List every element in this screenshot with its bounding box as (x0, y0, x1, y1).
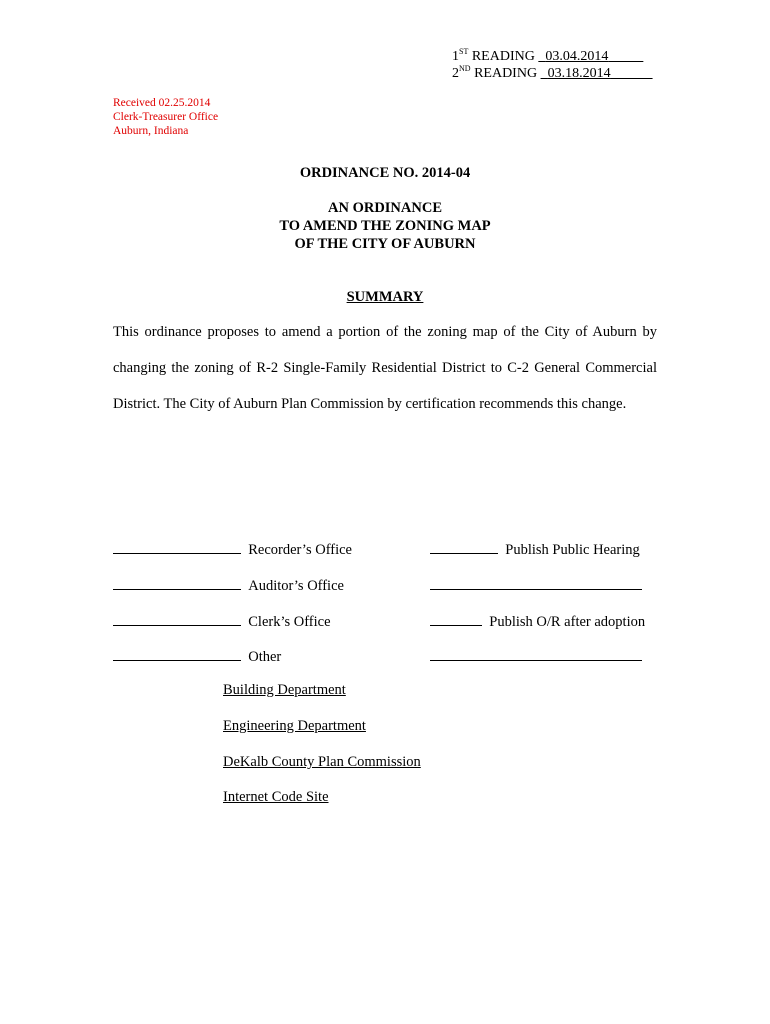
signature-blank (113, 539, 241, 554)
first-reading-date: 03.04.2014 (545, 49, 609, 64)
signature-blank (430, 646, 642, 661)
ordinance-title-line-2: TO AMEND THE ZONING MAP (279, 218, 491, 234)
second-reading-number: 2 (452, 66, 459, 81)
signature-blank (113, 611, 241, 626)
checklist-left-row (113, 646, 281, 666)
checklist-left-label: Other (248, 649, 282, 665)
distribution-item-building-department: Building Department (223, 682, 346, 698)
ordinance-number: ORDINANCE NO. 2014-04 (299, 165, 471, 181)
first-reading-label: READING (471, 49, 535, 64)
first-reading-number: 1 (452, 49, 459, 64)
distribution-item-engineering-department: Engineering Department (223, 718, 366, 734)
checklist-right-label: Publish Public Hearing (505, 542, 640, 558)
checklist-left-label: Clerk’s Office (248, 614, 331, 630)
received-stamp (113, 96, 218, 138)
second-reading-date: 03.18.2014 (547, 66, 611, 81)
received-date: Received 02.25.2014 (113, 97, 211, 109)
signature-blank (430, 539, 498, 554)
checklist-right-label: Publish O/R after adoption (489, 614, 646, 630)
received-location: Auburn, Indiana (113, 125, 189, 137)
checklist-left-row (113, 539, 352, 559)
ordinance-title-line-1: AN ORDINANCE (328, 200, 442, 216)
first-reading-line (452, 47, 643, 65)
second-reading-date-field (541, 66, 653, 81)
checklist-right-row (430, 539, 640, 559)
distribution-item-plan-commission: DeKalb County Plan Commission (223, 754, 421, 770)
checklist-left-label: Recorder’s Office (248, 542, 352, 558)
signature-blank (430, 611, 482, 626)
second-reading-label: READING (474, 66, 538, 81)
summary-heading: SUMMARY (346, 289, 424, 305)
signature-blank (113, 575, 241, 590)
distribution-item-internet-code-site: Internet Code Site (223, 789, 329, 805)
first-reading-date-field (538, 49, 643, 64)
summary-text: This ordinance proposes to amend a portion of the zoning map of the City of Auburn by changing the zoning of R-2 Single-Family Residential District to C-2 General Commercial District. The City of Auburn Plan Commission by certification recommends this change. (113, 324, 657, 412)
checklist-left-label: Auditor’s Office (248, 578, 344, 594)
signature-blank (113, 646, 241, 661)
checklist-left-row (113, 575, 344, 595)
second-reading-line (452, 64, 653, 82)
checklist-left-row (113, 611, 331, 631)
second-reading-suffix: ND (459, 64, 471, 73)
signature-blank (430, 575, 642, 590)
checklist-right-row (430, 646, 642, 666)
first-reading-suffix: ST (459, 47, 469, 56)
checklist-right-row (430, 611, 645, 631)
ordinance-title-line-3: OF THE CITY OF AUBURN (294, 236, 476, 252)
received-office: Clerk-Treasurer Office (113, 111, 219, 123)
checklist-right-row (430, 575, 642, 595)
